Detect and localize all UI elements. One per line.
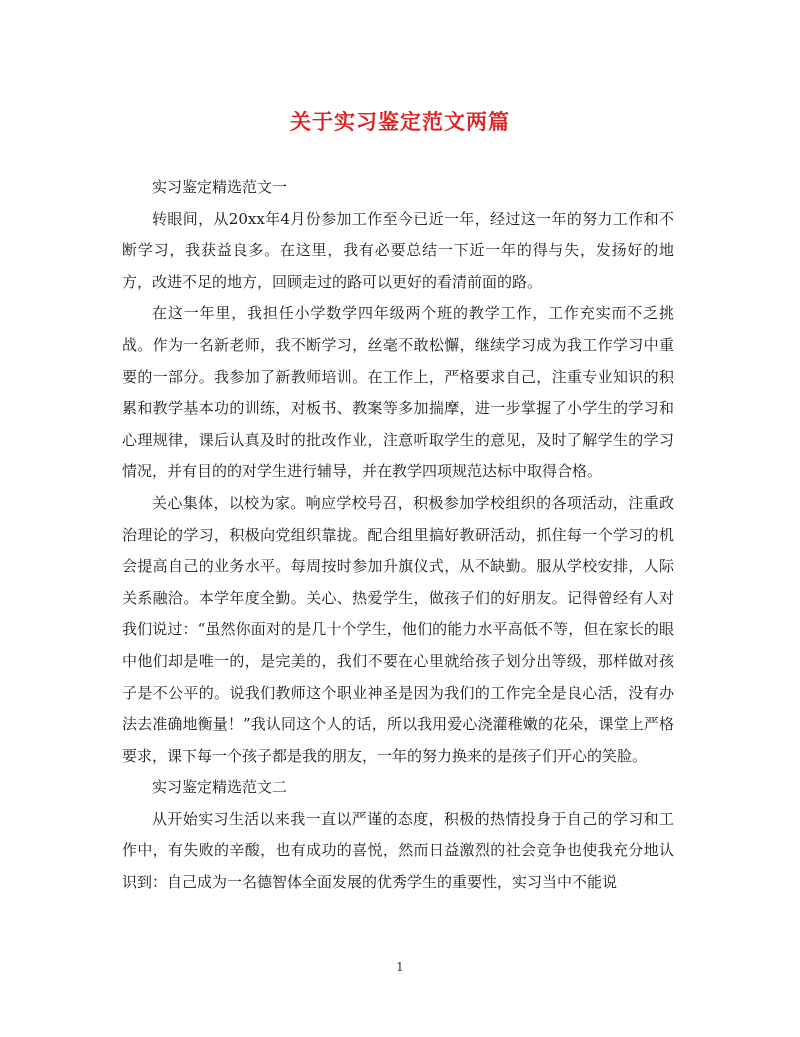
document-title: 关于实习鉴定范文两篇 — [290, 109, 510, 134]
section-heading-2: 实习鉴定精选范文二 — [152, 778, 288, 797]
paragraph-4: 从开始实习生活以来我一直以严谨的态度，积极的热情投身于自己的学习和工作中，有失败的辛酸，也有成功的喜悦，然而日益激烈的社会竞争也使我充分地认识到：自己成为一名德智体全面发展的优秀学生的重要性，实习当中不能说 — [122, 809, 674, 892]
section-heading-1: 实习鉴定精选范文一 — [152, 178, 288, 196]
paragraph-2: 在这一年里，我担任小学数学四年级两个班的教学工作，工作充实而不乏挑战。作为一名新老师，我不断学习，丝毫不敢松懈，继续学习成为我工作学习中重要的一部分。我参加了新教师培训。在工作上，严格要求自己，注重专业知识的积累和教学基本功的训练，对板书、教案等多加揣摩，进一步掌握了小学生的学习和心理规律，课后认真及时的批改作业，注意听取学生的意见，及时了解学生的学习情况，并有目的的对学生进行辅导，并在教学四项规范达标中取得合格。 — [122, 304, 674, 481]
page-number: 1 — [396, 960, 404, 974]
paragraph-3: 关心集体，以校为家。响应学校号召，积极参加学校组织的各项活动，注重政治理论的学习，积极向党组织靠拢。配合组里搞好教研活动，抓住每一个学习的机会提高自己的业务水平。每周按时参加升旗仪式，从不缺勤。服从学校安排，人际关系融洽。本学年度全勤。关心、热爱学生，做孩子们的好朋友。记得曾经有人对我们说过：“虽然你面对的是几十个学生，他们的能力水平高低不等，但在家长的眼中他们却是唯一的，是完美的，我们不要在心里就给孩子划分出等级，那样做对孩子是不公平的。说我们教师这个职业神圣是因为我们的工作完全是良心活，没有办法去准确地衡量！”我认同这个人的话，所以我用爱心浇灌稚嫩的花朵，课堂上严格要求，课下每一个孩子都是我的朋友，一年的努力换来的是孩子们开心的笑脸。 — [122, 493, 674, 765]
paragraph-1: 转眼间，从20xx年4月份参加工作至今已近一年，经过这一年的努力工作和不断学习，我获益良多。在这里，我有必要总结一下近一年的得与失，发扬好的地方，改进不足的地方，回顾走过的路可以更好的看清前面的路。 — [122, 209, 674, 291]
document-body — [122, 172, 674, 899]
